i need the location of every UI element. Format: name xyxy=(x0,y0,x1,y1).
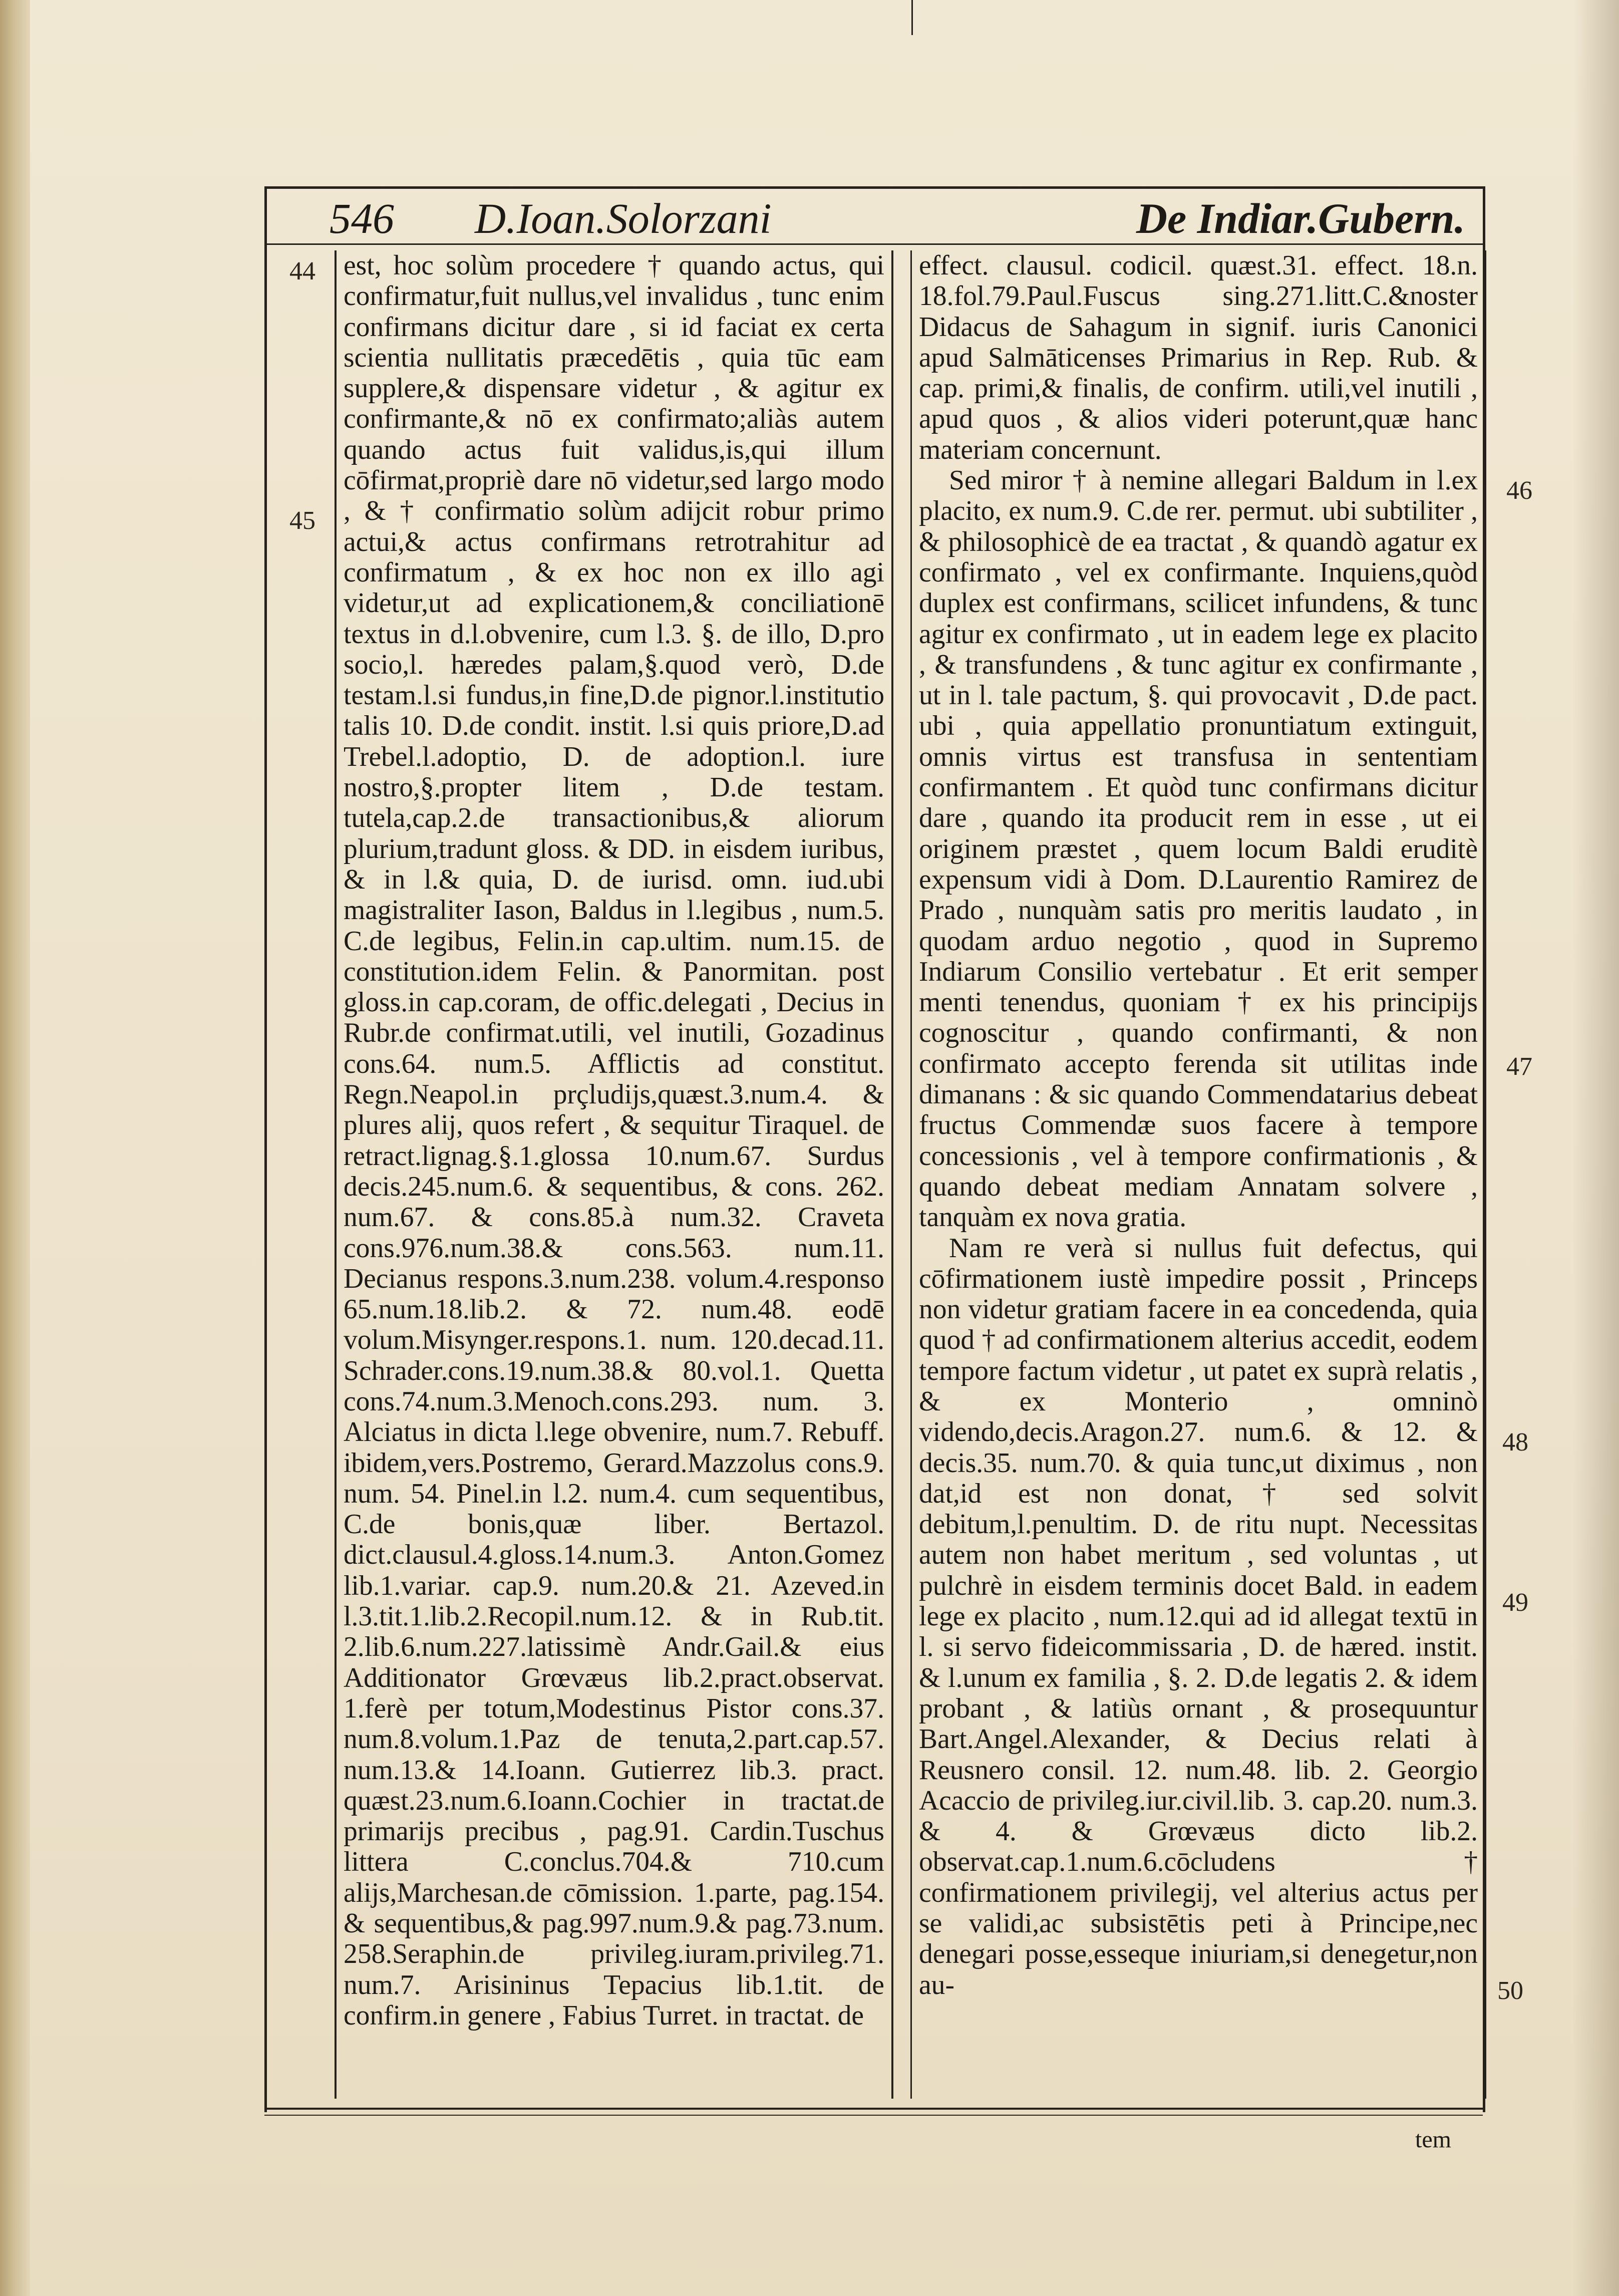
margin-number-50: 50 xyxy=(1497,1976,1523,2005)
right-column-para-1: effect. clausul. codicil. quæst.31. effect. 18.n. 18.fol.79.Paul.Fuscus sing.271.litt.C.&noster Didacus de Sahagum in signif. iuris Canonici apud Salmāticenses Primarius in Rep. Rub. & cap. primi,& finalis, de confirm. utili,vel inutili , apud quos , & alios videri poterunt,quæ hanc materiam concernunt. xyxy=(919,250,1478,465)
margin-number-45: 45 xyxy=(289,506,315,535)
left-column-text: est, hoc solùm procedere † quando actus, qui confirmatur,fuit nullus,vel invalidus , tunc enim confirmans dicitur dare , si id faciat ex certa scientia nullitatis præcedētis , quia tūc eam supplere,& dispensare videtur , & agitur ex confirmante,& nō ex confirmato;aliàs autem quando actus fuit validus,is,qui illum cōfirmat,propriè dare nō videtur,sed largo modo , & † confirmatio solùm adijcit robur primo actui,& actus confirmans retrotrahitur ad confirmatum , & ex hoc non ex illo agi videtur,ut ad explicationem,& conciliationē textus in d.l.obvenire, cum l.3. §. de illo, D.pro socio,l. hæredes palam,§.quod verò, D.de testam.l.si fundus,in fine,D.de pignor.l.institutio talis 10. D.de condit. instit. l.si quis priore,D.ad Trebel.l.adoptio, D. de adoption.l. iure nostro,§.propter litem , D.de testam. tutela,cap.2.de transactionibus,& aliorum plurium,tradunt gloss. & DD. in eisdem iuribus, & in l.& quia, D. de iurisd. omn. iud.ubi magistraliter Iason, Baldus in l.legibus , num.5. C.de legibus, Felin.in cap.ultim. num.15. de constitution.idem Felin. & Panormitan. post gloss.in cap.coram, de offic.delegati , Decius in Rubr.de confirmat.utili, vel inutili, Gozadinus cons.64. num.5. Afflictis ad constitut. Regn.Neapol.in prçludijs,quæst.3.num.4. & plures alij, quos refert , & sequitur Tiraquel. de retract.lignag.§.1.glossa 10.num.67. Surdus decis.245.num.6. & sequentibus, & cons. 262. num.67. & cons.85.à num.32. Craveta cons.976.num.38.& cons.563. num.11. Decianus respons.3.num.238. volum.4.responso 65.num.18.lib.2. & 72. num.48. eodē volum.Misynger.respons.1. num. 120.decad.11. Schrader.cons.19.num.38.& 80.vol.1. Quetta cons.74.num.3.Menoch.cons.293. num. 3. Alciatus in dicta l.lege obvenire, num.7. Rebuff. ibidem,vers.Postremo, Gerard.Mazzolus cons.9. num. 54. Pinel.in l.2. num.4. cum sequentibus, C.de bonis,quæ liber. Bertazol. dict.clausul.4.gloss.14.num.3. Anton.Gomez lib.1.variar. cap.9. num.20.& 21. Azeved.in l.3.tit.1.lib.2.Recopil.num.12. & in Rub.tit. 2.lib.6.num.227.latissimè Andr.Gail.& eius Additionator Grœvæus lib.2.pract.observat. 1.ferè per totum,Modestinus Pistor cons.37. num.8.volum.1.Paz de tenuta,2.part.cap.57. num.13.& 14.Ioann. Gutierrez lib.3. pract. quæst.23.num.6.Ioann.Cochier in tractat.de primarijs precibus , pag.91. Cardin.Tuschus littera C.conclus.704.& 710.cum alijs,Marchesan.de cōmission. 1.parte, pag.154. & sequentibus,& pag.997.num.9.& pag.73.num. 258.Seraphin.de privileg.iuram.privileg.71. num.7. Arisininus Tepacius lib.1.tit. de confirm.in genere , Fabius Turret. in tractat. de xyxy=(344,250,884,2031)
right-column xyxy=(910,250,1486,2099)
gutter-shadow xyxy=(1572,0,1619,2296)
margin-number-49: 49 xyxy=(1502,1588,1528,1617)
bottom-rule-thin xyxy=(264,2115,1483,2116)
column-rule-top xyxy=(911,0,913,35)
right-column-para-2: Sed miror † à nemine allegari Baldum in l.ex placito, ex num.9. C.de rer. permut. ubi subtiliter , & philosophicè de ea tractat , & quandò agatur ex confirmato , vel ex confirmante. Inquiens,quòd duplex est confirmans, scilicet infundens, & tunc agitur ex confirmato , ut in eadem lege ex placito , & transfundens , & tunc agitur ex confirmante , ut in l. tale pactum, §. qui provocavit , D.de pact. ubi , quia appellatio pronuntiatum extinguit, omnis virtus est transfusa in sententiam confirmantem . Et quòd tunc confirmans dicitur dare , quando ita producit rem in esse , ut ei originem præstet , quem locum Baldi eruditè expensum vidi à Dom. D.Laurentio Ramirez de Prado , nunquàm satis pro meritis laudato , in quodam arduo negotio , quod in Supremo Indiarum Consilio vertebatur . Et erit semper menti tenendus, quoniam † ex his principijs cognoscitur , quando confirmanti, & non confirmato accepto ferenda sit utilitas inde dimanans : & sic quando Commendatarius debeat fructus Commendæ suos facere à tempore concessionis , vel à tempore confirmationis , & quando debeat mediam Annatam solvere , tanquàm ex nova gratia. xyxy=(919,465,1478,1233)
right-column-para-3: Nam re verà si nullus fuit defectus, qui cōfirmationem iustè impedire possit , Princeps non videtur gratiam facere in ea concedenda, quia quod † ad confirmationem alterius accedit, eodem tempore factum videtur , ut patet ex suprà relatis , & ex Monterio , omninò videndo,decis.Aragon.27. num.6. & 12. & decis.35. num.70. & quia tunc,ut diximus , non dat,id est non donat,† sed solvit debitum,l.penultim. D. de ritu nupt. Necessitas autem non habet meritum , sed voluntas , ut pulchrè in eisdem terminis docet Bald. in eadem lege ex placito , num.12.qui ad id allegat textū in l. si servo fideicommissaria , D. de hæred. instit. & l.unum ex familia , §. 2. D.de legatis 2. & idem probant , & latiùs ornant , & prosequuntur Bart.Angel.Alexander, & Decius relati à Reusnero consil. 12. num.48. lib. 2. Georgio Acaccio de privileg.iur.civil.lib. 3. cap.20. num.3. & 4. & Grœvæus dicto lib.2. observat.cap.1.num.6.cōcludens † confirmationem privilegij, vel alterius actus per se validi,ac subsistētis peti à Principe,nec denegari posse,esseque iniuriam,si denegetur,non au- xyxy=(919,1232,1478,2000)
margin-number-47: 47 xyxy=(1506,1052,1532,1081)
book-page-edge xyxy=(0,0,30,2296)
margin-number-44: 44 xyxy=(289,257,315,285)
header-rule xyxy=(264,243,1483,245)
running-title: De Indiar.Gubern. xyxy=(1136,194,1465,242)
running-author: D.Ioan.Solorzani xyxy=(475,194,772,242)
page-number: 546 xyxy=(330,194,394,242)
catchword: tem xyxy=(1415,2126,1451,2153)
margin-number-48: 48 xyxy=(1502,1428,1528,1457)
left-column xyxy=(335,250,893,2099)
running-header xyxy=(264,190,1480,243)
margin-number-46: 46 xyxy=(1506,476,1532,505)
bottom-rule xyxy=(264,2108,1483,2110)
